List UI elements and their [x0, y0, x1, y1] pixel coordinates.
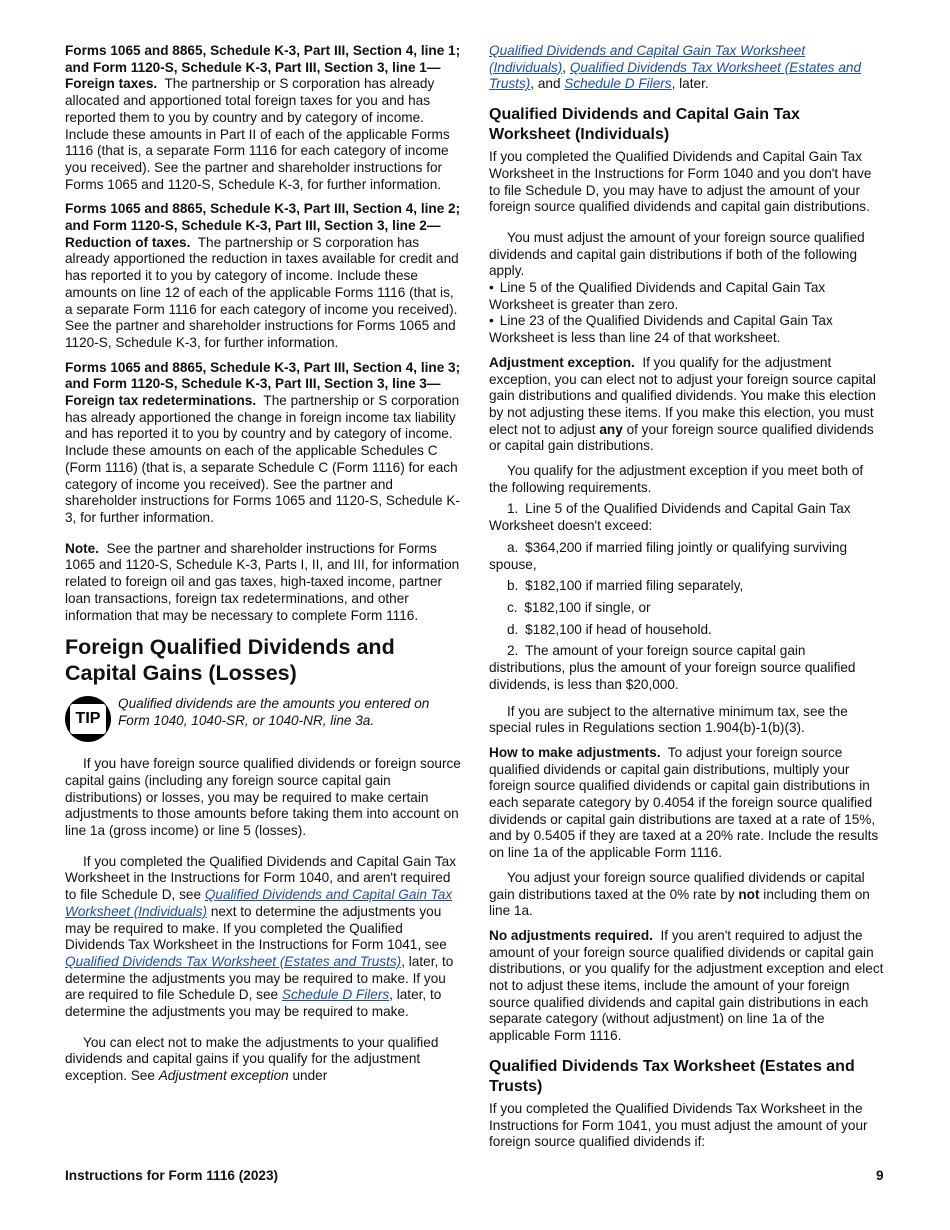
link-qd-estates-top[interactable]: Qualified Dividends Tax Worksheet (Estates and Trusts)	[489, 59, 862, 92]
tip-icon: TIP	[65, 696, 111, 742]
bullet-line-23: • Line 23 of the Qualified Dividends and Capital Gain Tax Worksheet is less than line 24 of that worksheet.	[489, 313, 885, 346]
right-column	[489, 43, 885, 1159]
paragraph-must-adjust: You must adjust the amount of your foreign source qualified dividends and capital gain distributions if both of the following apply.	[489, 229, 865, 279]
paragraph-individuals-intro: If you completed the Qualified Dividends and Capital Gain Tax Worksheet in the Instructions for Form 1040 and you don't have to file Schedule D, you may have to adjust the amount of your foreign source qualified dividends and capital gain distributions.	[489, 149, 872, 215]
paragraph-how-to-adjust: How to make adjustments. To adjust your foreign source qualified dividends or capital gain distributions, multiply your foreign source qualified dividends or capital gain distributions in each separate category by 0.4054 if the foreign source qualified dividends or capital gain distributions are taxed at a rate of 15%, and by 0.5405 if they are taxed at a 20% rate. Include the results on line 1a of the applicable Form 1116.	[489, 744, 879, 861]
paragraph-no-adjustments: No adjustments required. If you aren't required to adjust the amount of your foreign source qualified dividends or capital gain distributions, or you qualify for the adjustment exception and elect not to adjust these items, include the amount of your foreign source qualified dividends and capital gain distributions in each separate category (without adjustment) on line 1a of the applicable Form 1116.	[489, 927, 884, 1044]
footer-page-number: 9	[876, 1168, 884, 1183]
paragraph-estates-intro: If you completed the Qualified Dividends Tax Worksheet in the Instructions for Form 1041, you must adjust the amount of your foreign source qualified dividends if:	[489, 1100, 868, 1150]
paragraph-adjustment-exception: Adjustment exception. If you qualify for the adjustment exception, you can elect not to adjust your foreign source capital gain distributions and qualified dividends. You make this election by not adjusting these items. If you make this election, you must elect not to adjust any of your foreign source qualified dividends or capital gain distributions.	[489, 354, 876, 454]
link-qd-estates[interactable]: Qualified Dividends Tax Worksheet (Estates and Trusts)	[65, 953, 402, 969]
tip-text: Qualified dividends are the amounts you entered on Form 1040, 1040-SR, or 1040-NR, line 3a.	[118, 696, 430, 728]
link-schedule-d[interactable]: Schedule D Filers	[281, 987, 390, 1003]
requirement-1c: c. $182,100 if single, or	[507, 599, 651, 615]
footer-form-name: Instructions for Form 1116 (2023)	[65, 1168, 279, 1183]
paragraph-elect-not: You can elect not to make the adjustments to your qualified dividends and capital gains if you qualify for the adjustment exception. See Adjustment exception under	[65, 1034, 439, 1084]
paragraph-zero-rate: You adjust your foreign source qualified dividends or capital gain distributions taxed at the 0% rate by not including them on line 1a.	[489, 869, 870, 919]
paragraph-reduction-of-taxes: Forms 1065 and 8865, Schedule K-3, Part III, Section 4, line 2; and Form 1120-S, Schedule K-3, Part III, Section 3, line 2—Reduction of taxes. The partnership or S corporation has already apportioned the reduction in taxes available for credit and has reported it to you by category of income. Include these amounts on line 12 of each of the applicable Forms 1116 (that is, a separate Form 1116 for each category of income you received). See the partner and shareholder instructions for Forms 1065 and 1120-S, Schedule K-3, for further information.	[65, 201, 461, 350]
paragraph-tax-redeterminations: Forms 1065 and 8865, Schedule K-3, Part III, Section 4, line 3; and Form 1120-S, Schedule K-3, Part III, Section 3, line 3—Foreign tax redeterminations. The partnership or S corporation has already apportioned the change in foreign income tax liability and has reported it to you by country and by category of income. Include these amounts on each of the applicable Schedules C (Form 1116) (that is, a separate Schedule C (Form 1116) for each category of income you received). See the partner and shareholder instructions for Forms 1065 and 1120-S, Schedule K-3, for further information.	[65, 359, 461, 525]
link-qd-individuals[interactable]: Qualified Dividends and Capital Gain Tax Worksheet (Individuals)	[65, 887, 453, 919]
paragraph-amt: If you are subject to the alternative minimum tax, see the special rules in Regulations section 1.904(b)-1(b)(3).	[489, 703, 848, 736]
paragraph-foreign-taxes: Forms 1065 and 8865, Schedule K-3, Part III, Section 4, line 1; and Form 1120-S, Schedule K-3, Part III, Section 3, line 1—Foreign taxes. The partnership or S corporation has already allocated and apportioned total foreign taxes for you and has reported them to you by country and by category of income. Include these amounts in Part II of each of the applicable Forms 1116 (that is, a separate Form 1116 for each category of income you received). See the partner and shareholder instructions for Forms 1065 and 1120-S, Schedule K-3, for further information.	[65, 43, 461, 192]
heading-estates: Qualified Dividends Tax Worksheet (Estates and Trusts)	[489, 1057, 855, 1095]
link-schedule-d-top[interactable]: Schedule D Filers	[564, 76, 672, 92]
requirement-1b: b. $182,100 if married filing separately,	[507, 578, 744, 594]
bullet-line-5: • Line 5 of the Qualified Dividends and Capital Gain Tax Worksheet is greater than zero.	[489, 280, 885, 313]
section-heading: Foreign Qualified Dividends and Capital Gains (Losses)	[65, 635, 395, 686]
paragraph-adjustments-intro: If you have foreign source qualified dividends or foreign source capital gains (including any foreign source capital gain distributions) or losses, you may be required to make certain adjustments to those amounts before taking them into account on line 1a (gross income) or line 5 (losses).	[65, 756, 461, 839]
paragraph-qualify: You qualify for the adjustment exception if you meet both of the following requirements.	[489, 463, 864, 495]
paragraph-top-links: Qualified Dividends and Capital Gain Tax Worksheet (Individuals), Qualified Dividends Tax Worksheet (Estates and Trusts), and Schedule D Filers, later.	[489, 43, 862, 92]
heading-individuals: Qualified Dividends and Capital Gain Tax Worksheet (Individuals)	[489, 106, 800, 144]
requirement-2: 2. The amount of your foreign source capital gain distributions, plus the amount of your foreign source qualified dividends, is less than $20,000.	[489, 643, 856, 692]
paragraph-worksheet-refs: If you completed the Qualified Dividends and Capital Gain Tax Worksheet in the Instructions for Form 1040, and aren't required to file Schedule D, see Qualified Dividends and Capital Gain Tax Worksheet (Individuals) next to determine the adjustments you may be required to make. If you completed the Qualified Dividends Tax Worksheet in the Instructions for Form 1041, see Qualified Dividends Tax Worksheet (Estates and Trusts), later, to determine the adjustments you may be required to make. If you are required to file Schedule D, see Schedule D Filers, later, to determine the adjustments you may be required to make.	[65, 853, 457, 1020]
requirement-1d: d. $182,100 if head of household.	[507, 621, 712, 637]
note-paragraph: Note. See the partner and shareholder instructions for Forms 1065 and 1120-S, Schedule K-3, Parts I, II, and III, for information related to foreign oil and gas taxes, high-taxed income, partner loan transactions, foreign tax redeterminations, and other information that may be necessary to complete Form 1116.	[65, 540, 460, 623]
requirement-1: 1. Line 5 of the Qualified Dividends and Capital Gain Tax Worksheet doesn't exceed:	[489, 501, 851, 534]
requirement-1a: a. $364,200 if married filing jointly or qualifying surviving spouse,	[489, 539, 848, 572]
tip-box	[65, 696, 462, 742]
link-qd-individuals-top[interactable]: Qualified Dividends and Capital Gain Tax Worksheet (Individuals)	[489, 43, 806, 75]
left-column	[65, 43, 462, 1093]
